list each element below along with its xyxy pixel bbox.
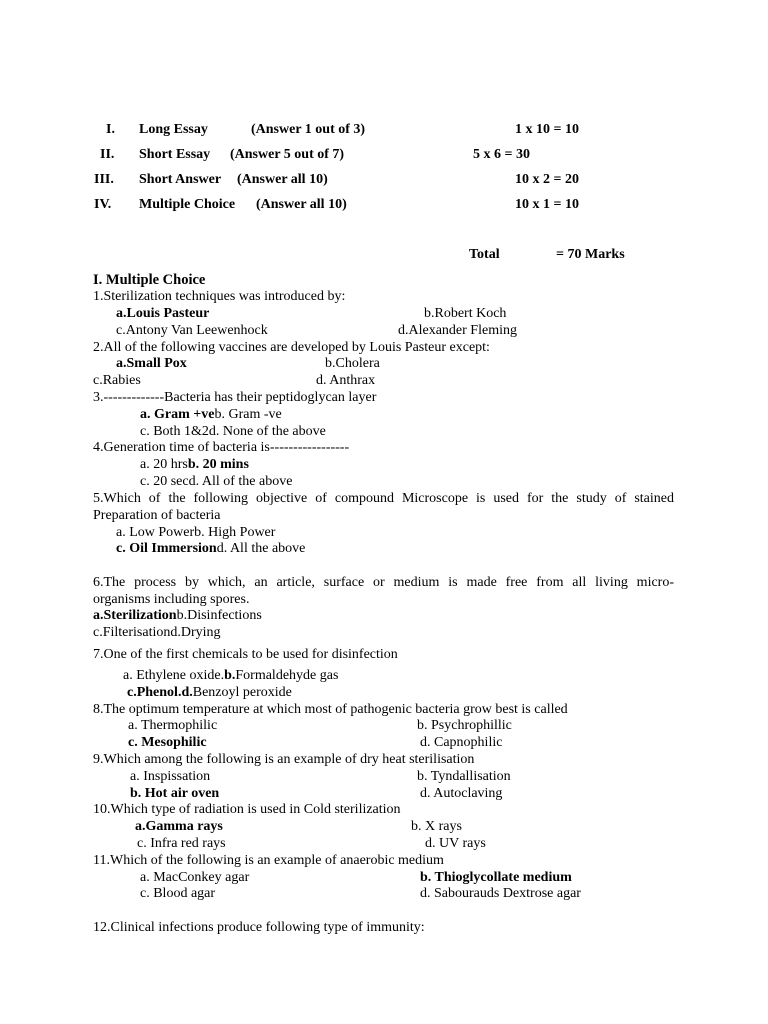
- q8-option-a: a. Thermophilic: [128, 718, 218, 733]
- q7-options-ab: [123, 668, 338, 684]
- q9-option-a: a. Inspissation: [130, 769, 211, 784]
- q4-options-cd: [140, 474, 292, 490]
- row1-instructions: (Answer 1 out of 3): [251, 122, 366, 137]
- q7-option-b-letter: b.: [224, 668, 236, 683]
- q4-option-c: c. 20 secd.: [140, 474, 200, 489]
- q7-options-cd: [127, 685, 292, 701]
- q2-question: 2.All of the following vaccines are developed by Louis Pasteur except:: [93, 340, 490, 355]
- q6-question-line1: 6.The process by which, an article, surface or medium is made free from all living micro-: [93, 575, 674, 590]
- q11-question: 11.Which of the following is an example of anaerobic medium: [93, 853, 444, 868]
- row4-title: Multiple Choice: [139, 197, 236, 212]
- q2-option-c: c.Rabies: [93, 373, 141, 388]
- q4-option-b: b. 20 mins: [187, 457, 249, 472]
- q7-option-d: Benzoyl peroxide: [192, 685, 292, 700]
- q10-question: 10.Which type of radiation is used in Cold sterilization: [93, 802, 401, 817]
- q8-question: 8.The optimum temperature at which most of pathogenic bacteria grow best is called: [93, 702, 568, 717]
- q6-option-c: c.Filterisation: [93, 625, 171, 640]
- q5-option-b: b. High Power: [194, 525, 276, 540]
- q1-option-c: c.Antony Van Leewenhock: [116, 323, 268, 338]
- q3-question: 3.-------------Bacteria has their peptidoglycan layer: [93, 390, 377, 405]
- row2-num: II.: [100, 147, 115, 162]
- q10-option-b: b. X rays: [411, 819, 462, 834]
- q4-option-d: All of the above: [201, 474, 293, 489]
- row4-instructions: (Answer all 10): [256, 197, 347, 212]
- total-label: Total: [469, 247, 500, 262]
- q1-question: 1.Sterilization techniques was introduced by:: [93, 289, 346, 304]
- row4-marks: 10 x 1 = 10: [515, 197, 579, 212]
- q4-option-a: a. 20 hrs: [140, 457, 188, 472]
- q6-option-d: d.Drying: [170, 625, 221, 640]
- q8-option-d: d. Capnophilic: [420, 735, 503, 750]
- q7-question: 7.One of the first chemicals to be used for disinfection: [93, 647, 398, 662]
- row3-num: III.: [94, 172, 114, 187]
- q12-question: 12.Clinical infections produce following type of immunity:: [93, 920, 425, 935]
- row1-title: Long Essay: [139, 122, 208, 137]
- q5-options-cd: [116, 541, 305, 557]
- q11-option-a: a. MacConkey agar: [140, 870, 250, 885]
- row3-instructions: (Answer all 10): [237, 172, 328, 187]
- q8-option-b: b. Psychrophillic: [417, 718, 512, 733]
- q4-question: 4.Generation time of bacteria is-----------------: [93, 440, 350, 455]
- q10-option-c: c. Infra red rays: [137, 836, 226, 851]
- q7-option-d-letter: .d.: [177, 685, 193, 700]
- q7-option-c: c.Phenol: [127, 685, 178, 700]
- total-value: = 70 Marks: [556, 247, 625, 262]
- q3-option-b: b. Gram -ve: [214, 407, 282, 422]
- row3-title: Short Answer: [139, 172, 222, 187]
- q10-option-d: d. UV rays: [425, 836, 486, 851]
- q9-option-c: b. Hot air oven: [130, 786, 220, 801]
- q9-option-d: d. Autoclaving: [420, 786, 503, 801]
- q5-options-ab: [116, 525, 275, 541]
- q5-option-c: c. Oil Immersion: [116, 541, 217, 556]
- q6-option-a: a.Sterilization: [93, 608, 177, 623]
- q11-option-b: b. Thioglycollate medium: [420, 870, 572, 885]
- q9-question: 9.Which among the following is an example of dry heat sterilisation: [93, 752, 475, 767]
- q2-option-a: a.Small Pox: [116, 356, 187, 371]
- q3-options-cd: [140, 424, 326, 440]
- q3-option-a: a. Gram +ve: [140, 407, 215, 422]
- row2-marks: 5 x 6 = 30: [473, 147, 530, 162]
- q7-option-a: a. Ethylene oxide.: [123, 668, 225, 683]
- q1-option-b: b.Robert Koch: [424, 306, 507, 321]
- q11-option-c: c. Blood agar: [140, 886, 216, 901]
- row1-num: I.: [106, 122, 115, 137]
- q6-options-cd: [93, 625, 221, 641]
- q3-options-ab: [140, 407, 282, 423]
- row1-marks: 1 x 10 = 10: [515, 122, 579, 137]
- q9-option-b: b. Tyndallisation: [417, 769, 511, 784]
- row2-instructions: (Answer 5 out of 7): [230, 147, 345, 162]
- q5-option-a: a. Low Power: [116, 525, 195, 540]
- q3-option-d: d. None of the above: [208, 424, 326, 439]
- section-title: I. Multiple Choice: [93, 272, 206, 288]
- q1-option-a: a.Louis Pasteur: [116, 306, 210, 321]
- q5-option-d: d. All the above: [216, 541, 306, 556]
- q5-question-line2: Preparation of bacteria: [93, 508, 221, 523]
- q10-option-a: a.Gamma rays: [135, 819, 223, 834]
- q7-option-b: Formaldehyde gas: [235, 668, 339, 683]
- q2-option-d: d. Anthrax: [316, 373, 376, 388]
- row3-marks: 10 x 2 = 20: [515, 172, 579, 187]
- q11-option-d: d. Sabourauds Dextrose agar: [420, 886, 581, 901]
- q2-option-b: b.Cholera: [325, 356, 380, 371]
- q6-question-line2: organisms including spores.: [93, 592, 250, 607]
- row2-title: Short Essay: [139, 147, 211, 162]
- q1-option-d: d.Alexander Fleming: [398, 323, 517, 338]
- q3-option-c: c. Both 1&2: [140, 424, 209, 439]
- q8-option-c: c. Mesophilic: [128, 735, 207, 750]
- q6-options-ab: [93, 608, 262, 624]
- q5-question-line1: 5.Which of the following objective of compound Microscope is used for the study of stained: [93, 491, 674, 506]
- row4-num: IV.: [94, 197, 112, 212]
- q6-option-b: b.Disinfections: [176, 608, 262, 623]
- q4-options-ab: [140, 457, 249, 473]
